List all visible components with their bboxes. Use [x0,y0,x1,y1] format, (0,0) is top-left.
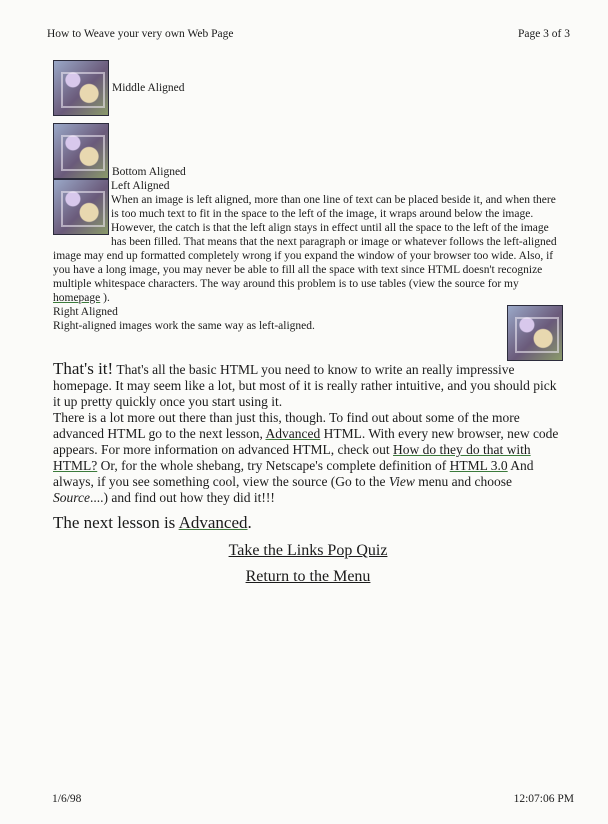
bottom-aligned-example [53,119,563,179]
print-date: 1/6/98 [52,793,82,805]
links-quiz-link[interactable]: Take the Links Pop Quiz [228,542,388,559]
summary-text: That's all the basic HTML you need to know to write an really impressive homepage. It may seem like a lot, but most of it is really rather intuitive, and you should pick it up pretty quickly once you start using it. [53,362,557,409]
middle-aligned-example [53,57,563,119]
print-page-number: Page 3 of 3 [517,28,570,40]
more-text: HTML. With every new browser, new code appears. For more information on advanced HTML, check out [53,426,559,457]
castle-image [53,123,109,179]
more-text: And always, if you see something cool, view the source (Go to the [53,458,534,489]
right-aligned-label: Right Aligned [53,306,118,318]
print-time: 12:07:06 PM [513,793,574,805]
source-menu-text: Source [53,490,90,505]
left-aligned-text-end: ). [100,292,110,304]
summary-paragraph [53,361,563,410]
right-aligned-example [53,305,563,333]
return-to-menu-link[interactable]: Return to the Menu [245,568,371,585]
next-lesson-line [53,513,563,532]
middle-aligned-label: Middle Aligned [112,82,185,94]
more-text: There is a lot more out there than just this, though. To find out about some of the more advanced HTML go to the next lesson, [53,410,520,441]
thats-it-heading: That's it! [53,359,114,378]
page-content [53,55,563,584]
quiz-link-row [53,544,563,558]
menu-link-row [53,570,563,584]
print-header-title: How to Weave your very own Web Page [47,28,234,40]
homepage-link[interactable]: homepage [53,292,101,304]
more-paragraph [53,410,563,506]
more-text: Or, for the whole shebang, try Netscape's complete definition of [97,458,450,473]
castle-image [507,305,563,361]
how-do-they-do-that-link[interactable]: How do they do that with HTML? [53,442,531,473]
right-aligned-text: Right-aligned images work the same way as left-aligned. [53,320,315,332]
view-menu-text: View [388,474,415,489]
more-text: menu and choose [414,474,513,489]
more-text: ....) and find out how they did it!!! [90,490,275,505]
bottom-aligned-label: Bottom Aligned [112,166,186,178]
left-aligned-text: When an image is left aligned, more than one line of text can be placed beside it, and when there is too much text to fit in the space to the left of the image, it wraps around below the image. However, the catch is that the left align stays in effect until all the space to the left of the image has been filled. That means that the next paragraph or image or whatever follows the left-aligned image may end up formatted completely wrong if you expand the window of your browser too wide. Also, if you have a long image, you may never be able to fill all the space with text since HTML doesn't recognize multiple whitespace characters. The way around this problem is to use tables (view the source for my [53,194,557,290]
html-3-link[interactable]: HTML 3.0 [449,458,508,473]
next-lesson-link[interactable]: Advanced [178,513,248,532]
castle-image [53,60,109,116]
next-lesson-period: . [247,513,252,532]
advanced-link[interactable]: Advanced [265,426,321,441]
castle-image [53,179,109,235]
left-aligned-example [53,179,563,305]
left-aligned-label: Left Aligned [111,180,170,192]
next-lesson-text: The next lesson is [53,513,179,532]
